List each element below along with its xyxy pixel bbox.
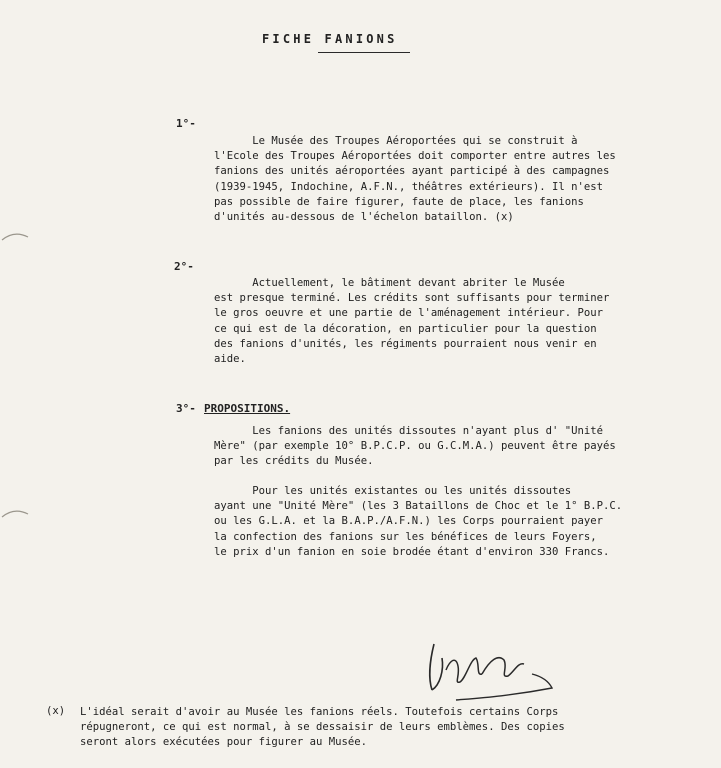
text-line: l'Ecole des Troupes Aéroportées doit comporter entre autres les: [214, 150, 616, 163]
text-line: fanions des unités aéroportées ayant participé à des campagnes: [214, 165, 610, 178]
text-line: répugneront, ce qui est normal, à se dessaisir de leurs emblèmes. Des copies: [80, 721, 565, 734]
text-line: le prix d'un fanion en soie brodée étant d'environ 330 Francs.: [214, 545, 610, 558]
section-2-text: [214, 276, 609, 367]
text-line: Actuellement, le bâtiment devant abriter le Musée: [214, 277, 565, 289]
text-line: est presque terminé. Les crédits sont suffisants pour terminer: [214, 292, 610, 305]
section-3-number: 3°-: [176, 402, 196, 415]
handwritten-signature: [420, 630, 560, 705]
text-line: aide.: [214, 353, 246, 366]
text-line: ayant une "Unité Mère" (les 3 Bataillons de Choc et le 1° B.P.C.: [214, 500, 623, 513]
section-3-paragraph-1: [214, 424, 616, 470]
text-line: la confection des fanions sur les bénéfices de leurs Foyers,: [214, 530, 597, 543]
section-2-number: 2°-: [174, 260, 194, 273]
text-line: pas possible de faire figurer, faute de place, les fanions: [214, 195, 584, 208]
text-line: Mère" (par exemple 10° B.P.C.P. ou G.C.M.A.) peuvent être payés: [214, 440, 616, 453]
text-line: ce qui est de la décoration, en particulier pour la question: [214, 322, 597, 335]
title-underline: [318, 52, 410, 53]
section-1-text: [214, 134, 616, 225]
footnote-mark: (x): [46, 705, 66, 717]
text-line: seront alors exécutées pour figurer au Musée.: [80, 736, 368, 749]
text-line: L'idéal serait d'avoir au Musée les fanions réels. Toutefois certains Corps: [80, 706, 559, 718]
text-line: Les fanions des unités dissoutes n'ayant plus d' "Unité: [214, 425, 604, 437]
section-3-paragraph-2: [214, 484, 622, 560]
section-1-number: 1°-: [176, 117, 196, 130]
text-line: des fanions d'unités, les régiments pourraient nous venir en: [214, 337, 597, 350]
punch-hole-mark: [0, 228, 30, 244]
text-line: le gros oeuvre et une partie de l'aménagement intérieur. Pour: [214, 307, 604, 320]
text-line: Pour les unités existantes ou les unités dissoutes: [214, 485, 572, 497]
text-line: Le Musée des Troupes Aéroportées qui se construit à: [214, 135, 578, 147]
text-line: ou les G.L.A. et la B.A.P./A.F.N.) les Corps pourraient payer: [214, 515, 604, 528]
punch-hole-mark: [0, 505, 30, 521]
text-line: d'unités au-dessous de l'échelon bataillon. (x): [214, 211, 514, 224]
section-3-heading: PROPOSITIONS.: [204, 402, 291, 415]
footnote-text: [80, 705, 565, 751]
text-line: par les crédits du Musée.: [214, 455, 374, 468]
document-title: FICHE FANIONS: [262, 32, 398, 46]
text-line: (1939-1945, Indochine, A.F.N., théâtres extérieurs). Il n'est: [214, 180, 604, 193]
